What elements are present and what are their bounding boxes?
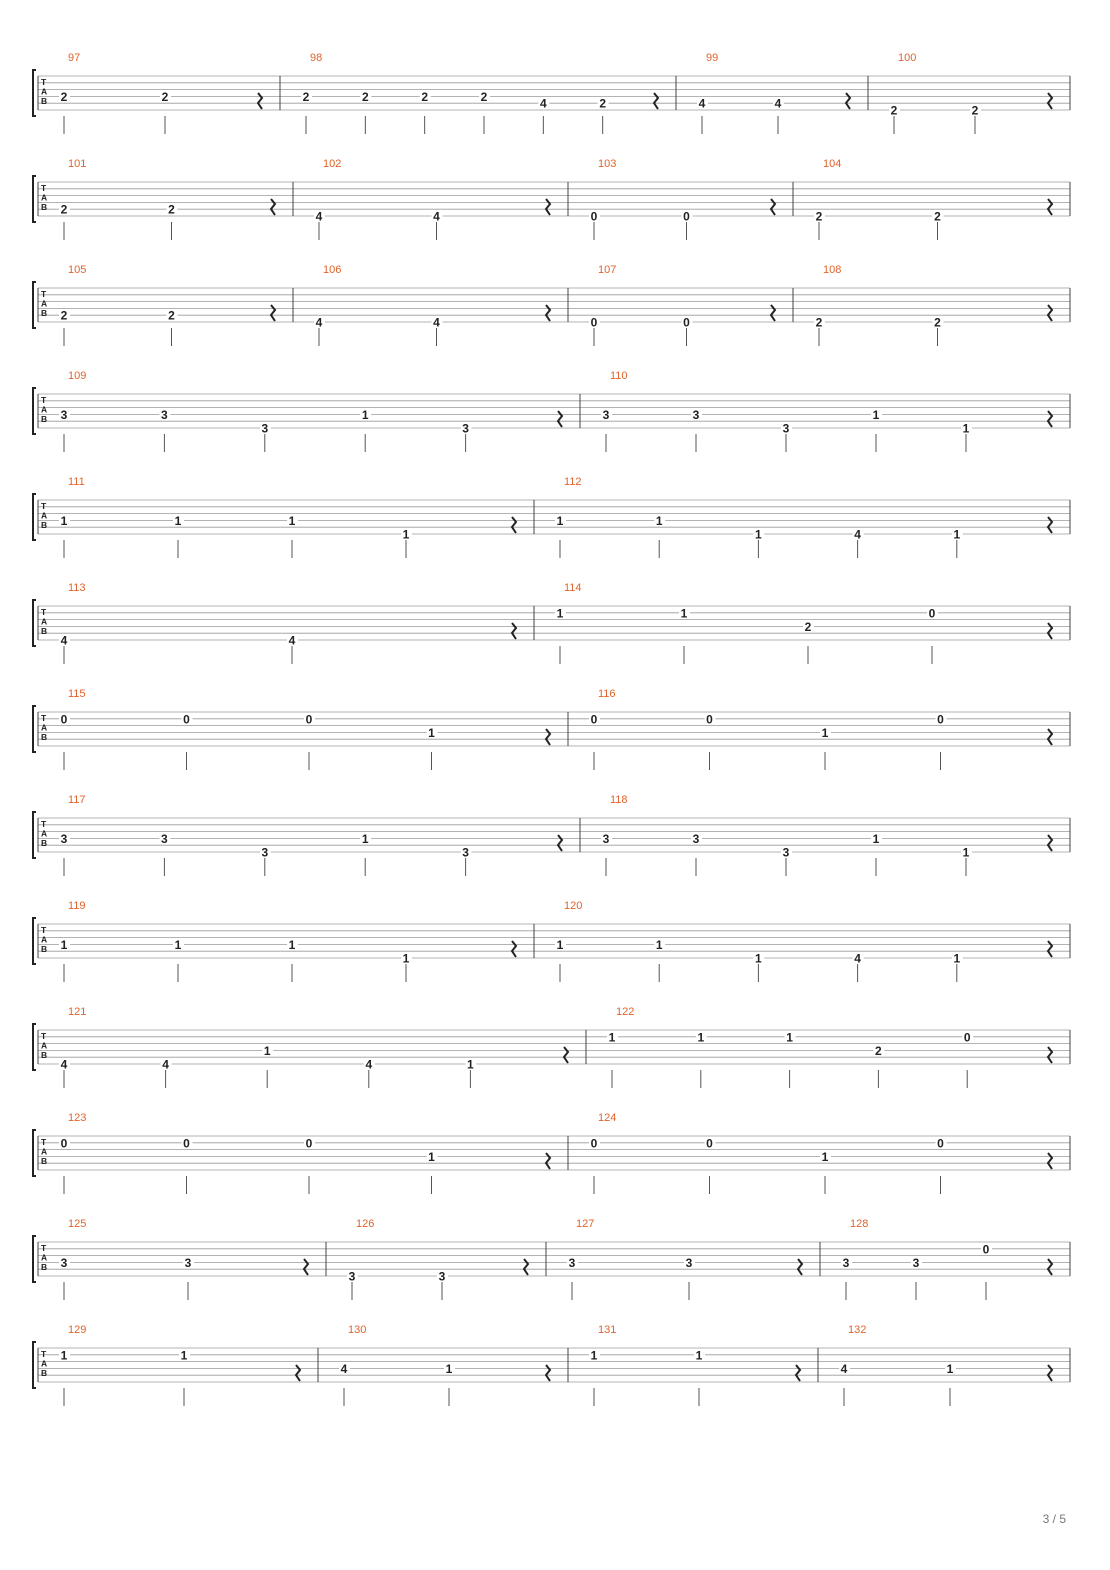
fret-number: 1: [174, 937, 182, 952]
fret-number: 3: [462, 845, 469, 860]
measure-number: 103: [598, 158, 617, 170]
fret-number: 3: [261, 421, 269, 436]
fret-number: 3: [602, 831, 610, 846]
fret-number: 1: [786, 1030, 793, 1045]
tab-clef-letter: B: [41, 732, 48, 742]
fret-number: 2: [60, 202, 68, 217]
tab-clef-letter: B: [41, 1050, 48, 1060]
tab-clef-letter: T: [41, 501, 47, 511]
rest-symbol: [1048, 517, 1052, 533]
fret-number: 0: [683, 315, 690, 330]
tab-system: [33, 264, 1070, 346]
tab-clef-letter: A: [41, 404, 48, 415]
tab-clef-letter: B: [41, 1368, 48, 1378]
fret-number: 2: [168, 308, 175, 323]
fret-number: 1: [697, 1030, 705, 1045]
fret-number: 3: [842, 1255, 850, 1270]
rest-symbol: [654, 93, 658, 109]
tab-clef-letter: T: [41, 183, 47, 193]
rest-symbol: [512, 941, 516, 957]
fret-number: 0: [183, 712, 190, 727]
fret-number: 2: [421, 89, 429, 104]
tab-clef-letter: T: [41, 395, 47, 405]
system-bracket: [33, 388, 36, 434]
fret-number: 2: [599, 96, 607, 111]
measure-number: 132: [848, 1324, 867, 1336]
fret-number: 4: [854, 527, 861, 542]
fret-number: 2: [875, 1043, 882, 1058]
system-bracket: [33, 1130, 36, 1176]
tab-system: [33, 1324, 1070, 1406]
fret-number: 3: [692, 407, 700, 422]
rest-symbol: [1048, 93, 1052, 109]
system-bracket: [33, 1236, 36, 1282]
measure-number: 127: [576, 1218, 595, 1230]
fret-number: 2: [934, 209, 941, 224]
fret-number: 2: [804, 619, 812, 634]
fret-number: 0: [963, 1030, 971, 1045]
fret-number: 4: [365, 1057, 373, 1072]
rest-symbol: [1048, 941, 1052, 957]
tab-clef-letter: A: [41, 86, 48, 97]
tab-clef-letter: B: [41, 202, 48, 212]
fret-number: 2: [815, 315, 823, 330]
measure-number: 119: [68, 900, 86, 912]
fret-number: 1: [428, 1149, 435, 1164]
fret-number: 1: [755, 527, 762, 542]
tab-clef-letter: B: [41, 626, 48, 636]
fret-number: 4: [854, 951, 861, 966]
measure-number: 108: [823, 264, 842, 276]
rest-symbol: [798, 1259, 802, 1275]
rest-symbol: [512, 517, 516, 533]
fret-number: 2: [361, 89, 369, 104]
measure-number: 105: [68, 264, 87, 276]
fret-number: 0: [305, 712, 313, 727]
fret-number: 3: [261, 845, 269, 860]
system-bracket: [33, 176, 36, 222]
rest-symbol: [771, 199, 775, 215]
fret-number: 3: [161, 407, 168, 422]
rest-symbol: [304, 1259, 308, 1275]
rest-symbol: [1048, 1365, 1052, 1381]
tab-clef-letter: T: [41, 77, 47, 87]
measure-number: 120: [564, 900, 583, 912]
tab-system: [33, 900, 1070, 982]
fret-number: 3: [184, 1255, 192, 1270]
measure-number: 124: [598, 1112, 617, 1124]
fret-number: 1: [821, 1149, 829, 1164]
measure-number: 114: [564, 582, 582, 594]
fret-number: 1: [402, 527, 410, 542]
tab-clef-letter: A: [41, 616, 48, 627]
tab-clef-letter: T: [41, 819, 47, 829]
fret-number: 3: [692, 831, 700, 846]
system-bracket: [33, 1024, 36, 1070]
fret-number: 3: [568, 1255, 576, 1270]
fret-number: 2: [971, 103, 979, 118]
fret-number: 2: [934, 315, 941, 330]
tab-clef-letter: T: [41, 925, 47, 935]
fret-number: 1: [445, 1361, 453, 1376]
rest-symbol: [296, 1365, 300, 1381]
measure-number: 129: [68, 1324, 87, 1336]
system-bracket: [33, 282, 36, 328]
fret-number: 0: [937, 712, 944, 727]
fret-number: 0: [590, 1136, 598, 1151]
rest-symbol: [546, 305, 550, 321]
fret-number: 1: [680, 606, 688, 621]
fret-number: 1: [946, 1361, 954, 1376]
rest-symbol: [1048, 1153, 1052, 1169]
fret-number: 3: [912, 1255, 920, 1270]
rest-symbol: [558, 835, 562, 851]
measure-number: 118: [610, 794, 628, 806]
rest-symbol: [796, 1365, 800, 1381]
measure-number: 99: [706, 52, 719, 64]
fret-number: 1: [953, 951, 961, 966]
rest-symbol: [1048, 411, 1052, 427]
tab-clef-letter: T: [41, 1137, 47, 1147]
tab-system: [33, 794, 1070, 876]
fret-number: 0: [590, 209, 598, 224]
fret-number: 2: [480, 89, 488, 104]
measure-number: 117: [68, 794, 86, 806]
fret-number: 3: [348, 1269, 356, 1284]
tab-system: [33, 158, 1070, 240]
tab-clef-letter: B: [41, 520, 48, 530]
fret-number: 4: [539, 96, 547, 111]
tab-system: [33, 688, 1070, 770]
fret-number: 1: [872, 831, 880, 846]
tab-clef-letter: A: [41, 722, 48, 733]
fret-number: 3: [60, 407, 68, 422]
fret-number: 3: [602, 407, 610, 422]
system-bracket: [33, 70, 36, 116]
tab-clef-letter: A: [41, 192, 48, 203]
measure-number: 110: [610, 370, 628, 382]
measure-number: 113: [68, 582, 86, 594]
tab-clef-letter: B: [41, 1262, 48, 1272]
tab-clef-letter: B: [41, 96, 48, 106]
fret-number: 1: [402, 951, 410, 966]
measure-number: 121: [68, 1006, 87, 1018]
fret-number: 0: [183, 1136, 190, 1151]
tab-system: [33, 52, 1070, 134]
fret-number: 1: [590, 1348, 598, 1363]
fret-number: 1: [428, 725, 435, 740]
fret-number: 1: [467, 1057, 474, 1072]
fret-number: 2: [815, 209, 823, 224]
tab-system: [33, 1218, 1070, 1300]
rest-symbol: [846, 93, 850, 109]
fret-number: 1: [60, 1348, 68, 1363]
fret-number: 1: [953, 527, 961, 542]
rest-symbol: [546, 1153, 550, 1169]
rest-symbol: [1048, 1047, 1052, 1063]
fret-number: 4: [698, 96, 706, 111]
tab-system: [33, 1112, 1070, 1194]
tab-clef-letter: T: [41, 1031, 47, 1041]
fret-number: 4: [60, 1057, 68, 1072]
tab-system: [33, 1006, 1070, 1088]
fret-number: 3: [782, 421, 790, 436]
fret-number: 1: [556, 937, 564, 952]
measure-number: 104: [823, 158, 842, 170]
rest-symbol: [1048, 729, 1052, 745]
fret-number: 0: [706, 1136, 713, 1151]
tab-clef-letter: B: [41, 414, 48, 424]
measure-number: 131: [598, 1324, 617, 1336]
tab-clef-letter: A: [41, 1358, 48, 1369]
fret-number: 4: [433, 315, 440, 330]
fret-number: 3: [685, 1255, 693, 1270]
measure-number: 112: [564, 476, 582, 488]
rest-symbol: [564, 1047, 568, 1063]
fret-number: 0: [937, 1136, 944, 1151]
fret-number: 2: [161, 89, 169, 104]
tab-clef-letter: B: [41, 308, 48, 318]
fret-number: 1: [962, 845, 970, 860]
tab-clef-letter: A: [41, 828, 48, 839]
system-bracket: [33, 1342, 36, 1388]
fret-number: 1: [608, 1030, 616, 1045]
fret-number: 4: [340, 1361, 348, 1376]
fret-number: 3: [60, 831, 68, 846]
fret-number: 1: [174, 513, 182, 528]
fret-number: 1: [655, 513, 663, 528]
fret-number: 2: [890, 103, 898, 118]
measure-number: 122: [616, 1006, 635, 1018]
rest-symbol: [546, 1365, 550, 1381]
fret-number: 2: [60, 308, 68, 323]
rest-symbol: [1048, 835, 1052, 851]
fret-number: 1: [263, 1043, 271, 1058]
measure-number: 106: [323, 264, 342, 276]
fret-number: 1: [288, 937, 296, 952]
measure-number: 97: [68, 52, 81, 64]
rest-symbol: [1048, 305, 1052, 321]
tab-clef-letter: A: [41, 1146, 48, 1157]
rest-symbol: [1048, 199, 1052, 215]
fret-number: 1: [962, 421, 970, 436]
fret-number: 1: [361, 407, 369, 422]
tab-clef-letter: B: [41, 1156, 48, 1166]
measure-number: 125: [68, 1218, 87, 1230]
fret-number: 4: [774, 96, 782, 111]
tab-clef-letter: B: [41, 944, 48, 954]
fret-number: 0: [683, 209, 690, 224]
fret-number: 0: [706, 712, 713, 727]
fret-number: 0: [928, 606, 936, 621]
measure-number: 109: [68, 370, 87, 382]
rest-symbol: [512, 623, 516, 639]
measure-number: 116: [598, 688, 616, 700]
fret-number: 1: [288, 513, 296, 528]
fret-number: 0: [982, 1242, 990, 1257]
measure-number: 102: [323, 158, 342, 170]
measure-number: 130: [348, 1324, 367, 1336]
measure-number: 98: [310, 52, 323, 64]
fret-number: 4: [315, 315, 323, 330]
fret-number: 0: [305, 1136, 313, 1151]
fret-number: 4: [315, 209, 323, 224]
tab-clef-letter: T: [41, 713, 47, 723]
system-bracket: [33, 600, 36, 646]
tab-clef-letter: T: [41, 1243, 47, 1253]
fret-number: 3: [161, 831, 168, 846]
measure-number: 100: [898, 52, 917, 64]
fret-number: 0: [60, 1136, 68, 1151]
fret-number: 2: [168, 202, 175, 217]
fret-number: 2: [60, 89, 68, 104]
fret-number: 1: [695, 1348, 703, 1363]
fret-number: 1: [60, 513, 68, 528]
tab-clef-letter: A: [41, 934, 48, 945]
tab-clef-letter: A: [41, 1040, 48, 1051]
system-bracket: [33, 494, 36, 540]
tab-clef-letter: T: [41, 607, 47, 617]
rest-symbol: [771, 305, 775, 321]
measure-number: 115: [68, 688, 86, 700]
rest-symbol: [546, 199, 550, 215]
tab-system: [33, 370, 1070, 452]
fret-number: 1: [655, 937, 663, 952]
rest-symbol: [1048, 1259, 1052, 1275]
measure-number: 123: [68, 1112, 87, 1124]
fret-number: 1: [755, 951, 762, 966]
rest-symbol: [558, 411, 562, 427]
fret-number: 1: [60, 937, 68, 952]
measure-number: 101: [68, 158, 87, 170]
measure-number: 111: [68, 476, 85, 488]
fret-number: 4: [162, 1057, 169, 1072]
system-bracket: [33, 812, 36, 858]
measure-number: 128: [850, 1218, 869, 1230]
tab-system: [33, 476, 1070, 558]
fret-number: 2: [302, 89, 310, 104]
fret-number: 3: [782, 845, 790, 860]
tab-system: [33, 582, 1070, 664]
tab-clef-letter: A: [41, 510, 48, 521]
fret-number: 3: [462, 421, 469, 436]
system-bracket: [33, 706, 36, 752]
fret-number: 4: [840, 1361, 848, 1376]
fret-number: 3: [438, 1269, 446, 1284]
rest-symbol: [271, 199, 275, 215]
tab-clef-letter: A: [41, 1252, 48, 1263]
tab-clef-letter: T: [41, 289, 47, 299]
fret-number: 1: [180, 1348, 188, 1363]
fret-number: 0: [590, 315, 598, 330]
measure-number: 126: [356, 1218, 375, 1230]
rest-symbol: [271, 305, 275, 321]
fret-number: 1: [361, 831, 369, 846]
fret-number: 1: [556, 606, 564, 621]
rest-symbol: [524, 1259, 528, 1275]
measure-number: 107: [598, 264, 617, 276]
fret-number: 4: [288, 633, 296, 648]
fret-number: 3: [60, 1255, 68, 1270]
tab-clef-letter: B: [41, 838, 48, 848]
fret-number: 1: [821, 725, 829, 740]
fret-number: 0: [590, 712, 598, 727]
fret-number: 4: [60, 633, 68, 648]
system-bracket: [33, 918, 36, 964]
page-indicator: 3 / 5: [1042, 1512, 1066, 1526]
fret-number: 4: [433, 209, 440, 224]
rest-symbol: [258, 93, 262, 109]
rest-symbol: [1048, 623, 1052, 639]
rest-symbol: [546, 729, 550, 745]
fret-number: 1: [872, 407, 880, 422]
tab-clef-letter: A: [41, 298, 48, 309]
tab-clef-letter: T: [41, 1349, 47, 1359]
fret-number: 1: [556, 513, 564, 528]
fret-number: 0: [60, 712, 68, 727]
